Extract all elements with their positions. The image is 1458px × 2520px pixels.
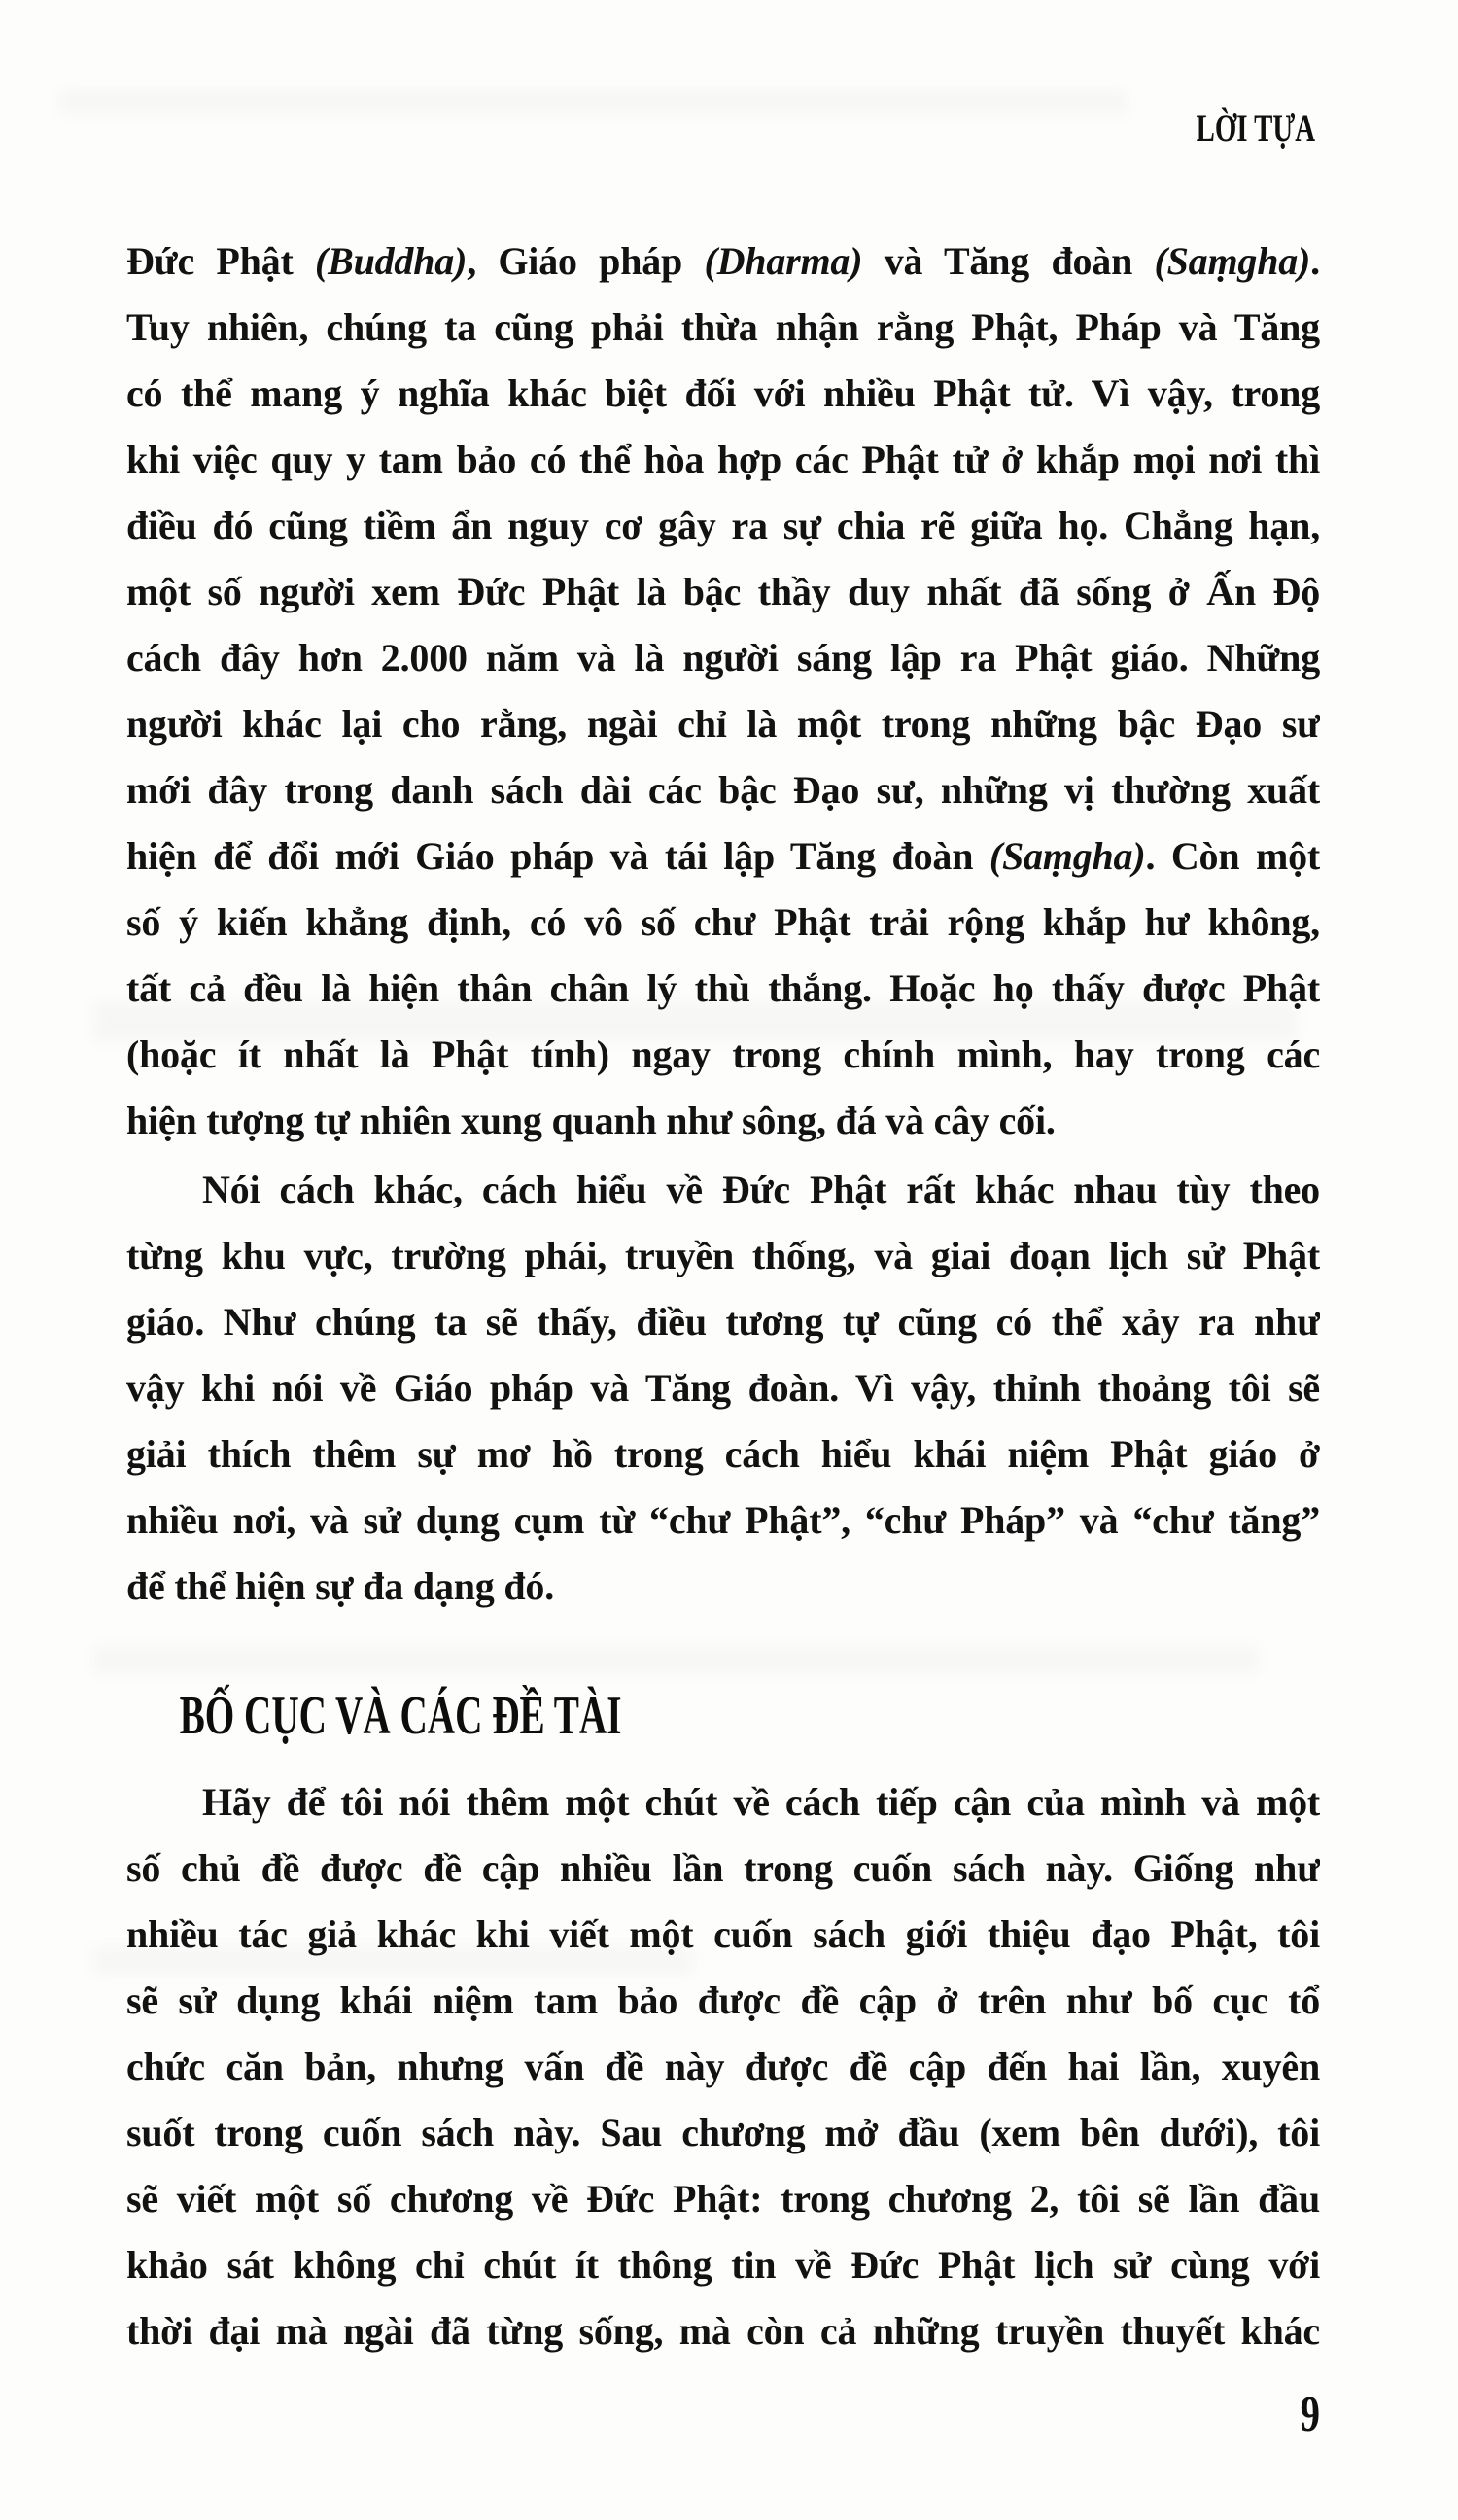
text-run: chức căn bản, nhưng vấn đề này được đề cập đến hai lần, xuyên (126, 2045, 1320, 2088)
text-line (126, 1968, 1320, 2034)
text-line (126, 1769, 1320, 1836)
text-line (126, 1421, 1320, 1488)
text-run: vậy khi nói về Giáo pháp và Tăng đoàn. Vì vậy, thỉnh thoảng tôi sẽ (126, 1366, 1320, 1410)
text-run: thời đại mà ngài đã từng sống, mà còn cả những truyền thuyết khác (126, 2309, 1320, 2353)
text-line (126, 2298, 1320, 2364)
text-line (126, 1157, 1320, 1223)
text-run: Đức Phật (126, 239, 315, 283)
text-line (126, 1088, 1320, 1154)
text-line (126, 2232, 1320, 2298)
text-line (126, 295, 1320, 361)
text-line (126, 956, 1320, 1022)
text-run: , Giáo pháp (467, 239, 705, 283)
text-run: sẽ viết một số chương về Đức Phật: trong chương 2, tôi sẽ lần đầu (126, 2177, 1320, 2221)
text-line (126, 1488, 1320, 1554)
text-run: (hoặc ít nhất là Phật tính) ngay trong chính mình, hay trong các (126, 1032, 1320, 1076)
section-heading: BỐ CỤC VÀ CÁC ĐỀ TÀI (179, 1686, 622, 1746)
text-run: để thể hiện sự đa dạng đó. (126, 1564, 555, 1608)
text-line (126, 2034, 1320, 2100)
text-run: khảo sát không chỉ chút ít thông tin về Đức Phật lịch sử cùng với (126, 2243, 1320, 2287)
text-run: sẽ sử dụng khái niệm tam bảo được đề cập ở trên như bố cục tổ (126, 1978, 1320, 2022)
text-run: từng khu vực, trường phái, truyền thống, và giai đoạn lịch sử Phật (126, 1234, 1320, 1278)
paragraph (126, 228, 1320, 1154)
text-run: người khác lại cho rằng, ngài chỉ là một trong những bậc Đạo sư (126, 702, 1320, 746)
text-line (126, 1836, 1320, 1902)
text-run: và Tăng đoàn (862, 239, 1155, 283)
paragraph (126, 1769, 1320, 2364)
paragraph (126, 1157, 1320, 1620)
text-line (126, 757, 1320, 823)
text-line (126, 1022, 1320, 1088)
text-line (126, 361, 1320, 427)
text-run: giáo. Như chúng ta sẽ thấy, điều tương tự cũng có thể xảy ra như (126, 1300, 1320, 1344)
italic-term: (Saṃgha) (1154, 239, 1311, 283)
text-run: số chủ đề được đề cập nhiều lần trong cuốn sách này. Giống như (126, 1846, 1320, 1890)
text-run: khi việc quy y tam bảo có thể hòa hợp các Phật tử ở khắp mọi nơi thì (126, 438, 1320, 481)
text-run: số ý kiến khẳng định, có vô số chư Phật trải rộng khắp hư không, (126, 900, 1320, 944)
text-line (126, 1223, 1320, 1289)
text-line (126, 228, 1320, 295)
text-run: Nói cách khác, cách hiểu về Đức Phật rất khác nhau tùy theo (202, 1168, 1320, 1211)
text-line (126, 2166, 1320, 2232)
italic-term: (Dharma) (704, 239, 863, 283)
text-run: . Còn một (1145, 834, 1320, 878)
text-run: có thể mang ý nghĩa khác biệt đối với nhiều Phật tử. Vì vậy, trong (126, 371, 1320, 415)
text-run: Tuy nhiên, chúng ta cũng phải thừa nhận rằng Phật, Pháp và Tăng (126, 305, 1320, 349)
text-run: cách đây hơn 2.000 năm và là người sáng lập ra Phật giáo. Những (126, 636, 1320, 680)
running-header: LỜI TỰA (1196, 106, 1315, 150)
text-run: giải thích thêm sự mơ hồ trong cách hiểu khái niệm Phật giáo ở (126, 1432, 1320, 1476)
text-line (126, 625, 1320, 691)
text-run: nhiều tác giả khác khi viết một cuốn sách giới thiệu đạo Phật, tôi (126, 1912, 1320, 1956)
text-line (126, 2100, 1320, 2166)
text-line (126, 691, 1320, 757)
text-line (126, 890, 1320, 956)
text-line (126, 493, 1320, 559)
text-line (126, 559, 1320, 625)
text-run: nhiều nơi, và sử dụng cụm từ “chư Phật”, “chư Pháp” và “chư tăng” (126, 1498, 1320, 1542)
text-line (126, 427, 1320, 493)
page-number: 9 (1300, 2387, 1320, 2442)
text-run: mới đây trong danh sách dài các bậc Đạo sư, những vị thường xuất (126, 768, 1320, 812)
text-line (126, 1289, 1320, 1355)
text-line (126, 1554, 1320, 1620)
italic-term: (Buddha) (314, 239, 468, 283)
italic-term: (Saṃgha) (989, 834, 1146, 878)
text-run: suốt trong cuốn sách này. Sau chương mở đầu (xem bên dưới), tôi (126, 2111, 1320, 2154)
body-text (126, 228, 1320, 2364)
text-run: tất cả đều là hiện thân chân lý thù thắng. Hoặc họ thấy được Phật (126, 966, 1320, 1010)
text-line (126, 1355, 1320, 1421)
text-run: hiện để đổi mới Giáo pháp và tái lập Tăng đoàn (126, 834, 989, 878)
scan-smudge (58, 89, 1128, 115)
text-run: điều đó cũng tiềm ẩn nguy cơ gây ra sự chia rẽ giữa họ. Chẳng hạn, (126, 504, 1320, 547)
text-line (126, 823, 1320, 890)
text-run: một số người xem Đức Phật là bậc thầy duy nhất đã sống ở Ấn Độ (126, 570, 1320, 613)
text-line (126, 1902, 1320, 1968)
text-run: . (1310, 239, 1320, 283)
text-run: hiện tượng tự nhiên xung quanh như sông, đá và cây cối. (126, 1099, 1056, 1142)
text-run: Hãy để tôi nói thêm một chút về cách tiếp cận của mình và một (202, 1780, 1320, 1824)
